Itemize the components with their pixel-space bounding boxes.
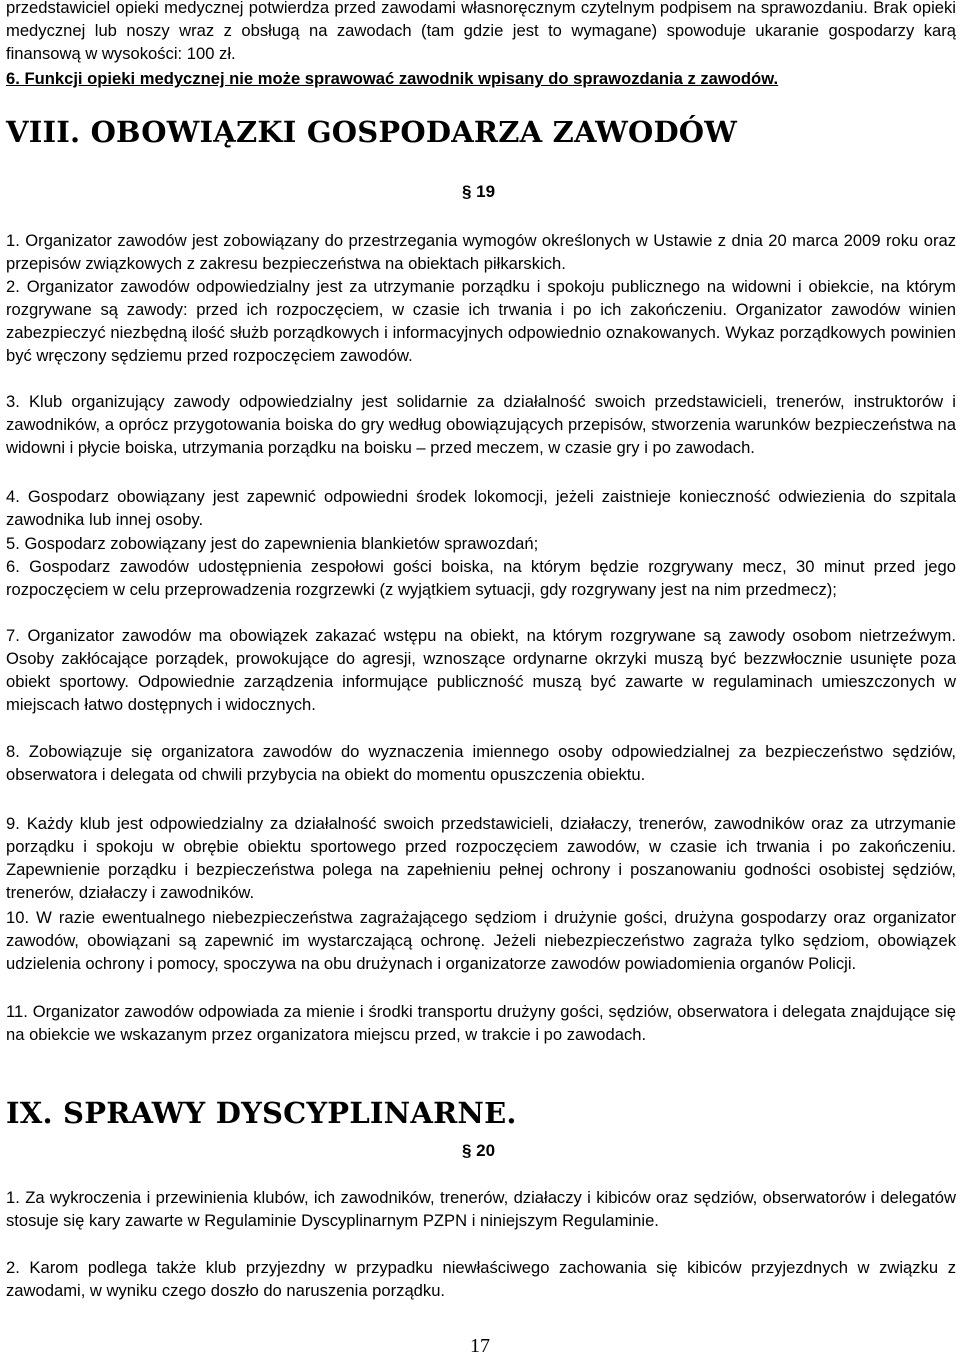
ch8-point-1: 1. Organizator zawodów jest zobowiązany do przestrzegania wymogów określonych w Ustawie z dnia 20 marca 2009 roku oraz przepisów związkowych z zakresu bezpieczeństwa na obiektach piłkarskich. [6, 231, 956, 273]
section-20-marker: § 20 [462, 1141, 496, 1160]
chapter-8-heading: VIII. OBOWIĄZKI GOSPODARZA ZAWODÓW [6, 115, 738, 149]
ch8-point-7: 7. Organizator zawodów ma obowiązek zakazać wstępu na obiekt, na którym rozgrywane są zawody osobom nietrzeźwym. Osoby zakłócające porządek, prowokujące do agresji, wznoszące ordynarne okrzyki muszą być bezzwłocznie usunięte poza obiekt sportowy. Odpowiednie zarządzenia informujące publiczność muszą być zawarte w regulaminach umieszczonych w miejscach łatwo dostępnych i widocznych. [6, 626, 956, 714]
medical-care-point-6: 6. Funkcji opieki medycznej nie może sprawować zawodnik wpisany do sprawozdania z zawodów. [6, 69, 779, 88]
intro-paragraph: przedstawiciel opieki medycznej potwierdza przed zawodami własnoręcznym czytelnym podpisem na sprawozdaniu. Brak opieki medycznej lub noszy wraz z obsługą na zawodach (tam gdzie jest to wymagane) spowoduje ukaranie gospodarzy karą finansową w wysokości: 100 zł. [6, 0, 956, 63]
ch8-point-11: 11. Organizator zawodów odpowiada za mienie i środki transportu drużyny gości, sędziów, obserwatora i delegata znajdujące się na obiekcie we wskazanym przez organizatora miejscu przed, w trakcie i po zawodach. [6, 1002, 956, 1044]
ch9-point-1: 1. Za wykroczenia i przewinienia klubów, ich zawodników, trenerów, działaczy i kibiców oraz sędziów, obserwatorów i delegatów stosuje się kary zawarte w Regulaminie Dyscyplinarnym PZPN i niniejszym Regulaminie. [6, 1188, 956, 1230]
ch8-point-3: 3. Klub organizujący zawody odpowiedzialny jest solidarnie za działalność swoich przedstawicieli, trenerów, instruktorów i zawodników, a oprócz przygotowania boiska do gry według obowiązujących przepisów, stworzenia warunków bezpieczeństwa na widowni i płycie boiska, utrzymania porządku na boisku – przed meczem, w czasie gry i po zawodach. [6, 392, 956, 457]
chapter-9-heading: IX. SPRAWY DYSCYPLINARNE. [6, 1096, 517, 1130]
ch8-point-9: 9. Każdy klub jest odpowiedzialny za działalność swoich przedstawicieli, działaczy, trenerów, zawodników oraz za utrzymanie porządku i spokoju w obrębie obiektu sportowego przed rozpoczęciem zawodów, w czasie ich trwania i po zakończeniu. Zapewnienie porządku i bezpieczeństwa polega na zapełnieniu pełnej ochrony i poszanowaniu godności osobistej sędziów, trenerów, działaczy i zawodników. [6, 814, 956, 902]
ch8-point-2: 2. Organizator zawodów odpowiedzialny jest za utrzymanie porządku i spokoju publicznego na widowni i obiekcie, na którym rozgrywane są zawody: przed ich rozpoczęciem, w czasie ich trwania i po ich zakończeniu. Organizator zawodów winien zabezpieczyć niezbędną ilość służb porządkowych i informacyjnych odpowiednio oznakowanych. Wykaz porządkowych powinien być wręczony sędziemu przed rozpoczęciem zawodów. [6, 277, 956, 365]
section-19-marker: § 19 [462, 182, 496, 201]
ch8-point-4: 4. Gospodarz obowiązany jest zapewnić odpowiedni środek lokomocji, jeżeli zaistnieje konieczność odwiezienia do szpitala zawodnika lub innej osoby. [6, 487, 956, 529]
ch8-point-10: 10. W razie ewentualnego niebezpieczeństwa zagrażającego sędziom i drużynie gości, drużyna gospodarzy oraz organizator zawodów, obowiązani są zapewnić im wystarczającą ochronę. Jeżeli niebezpieczeństwo zagraża tylko sędziom, obowiązek udzielenia ochrony i pomocy, spoczywa na obu drużynach i organizatorze zawodów powiadomienia organów Policji. [6, 908, 956, 973]
ch8-point-5: 5. Gospodarz zobowiązany jest do zapewnienia blankietów sprawozdań; [6, 534, 539, 553]
ch8-point-6: 6. Gospodarz zawodów udostępnienia zespołowi gości boiska, na którym będzie rozgrywany mecz, 30 minut przed jego rozpoczęciem w celu przeprowadzenia rozgrzewki (z wyjątkiem sytuacji, gdy rozgrywany jest na nim przedmecz); [6, 557, 956, 599]
page-number: 17 [470, 1335, 490, 1357]
ch9-point-2: 2. Karom podlega także klub przyjezdny w przypadku niewłaściwego zachowania się kibiców przyjezdnych w związku z zawodami, w wyniku czego doszło do naruszenia porządku. [6, 1258, 956, 1300]
ch8-point-8: 8. Zobowiązuje się organizatora zawodów do wyznaczenia imiennego osoby odpowiedzialnej za bezpieczeństwo sędziów, obserwatora i delegata od chwili przybycia na obiekt do momentu opuszczenia obiektu. [6, 742, 956, 784]
